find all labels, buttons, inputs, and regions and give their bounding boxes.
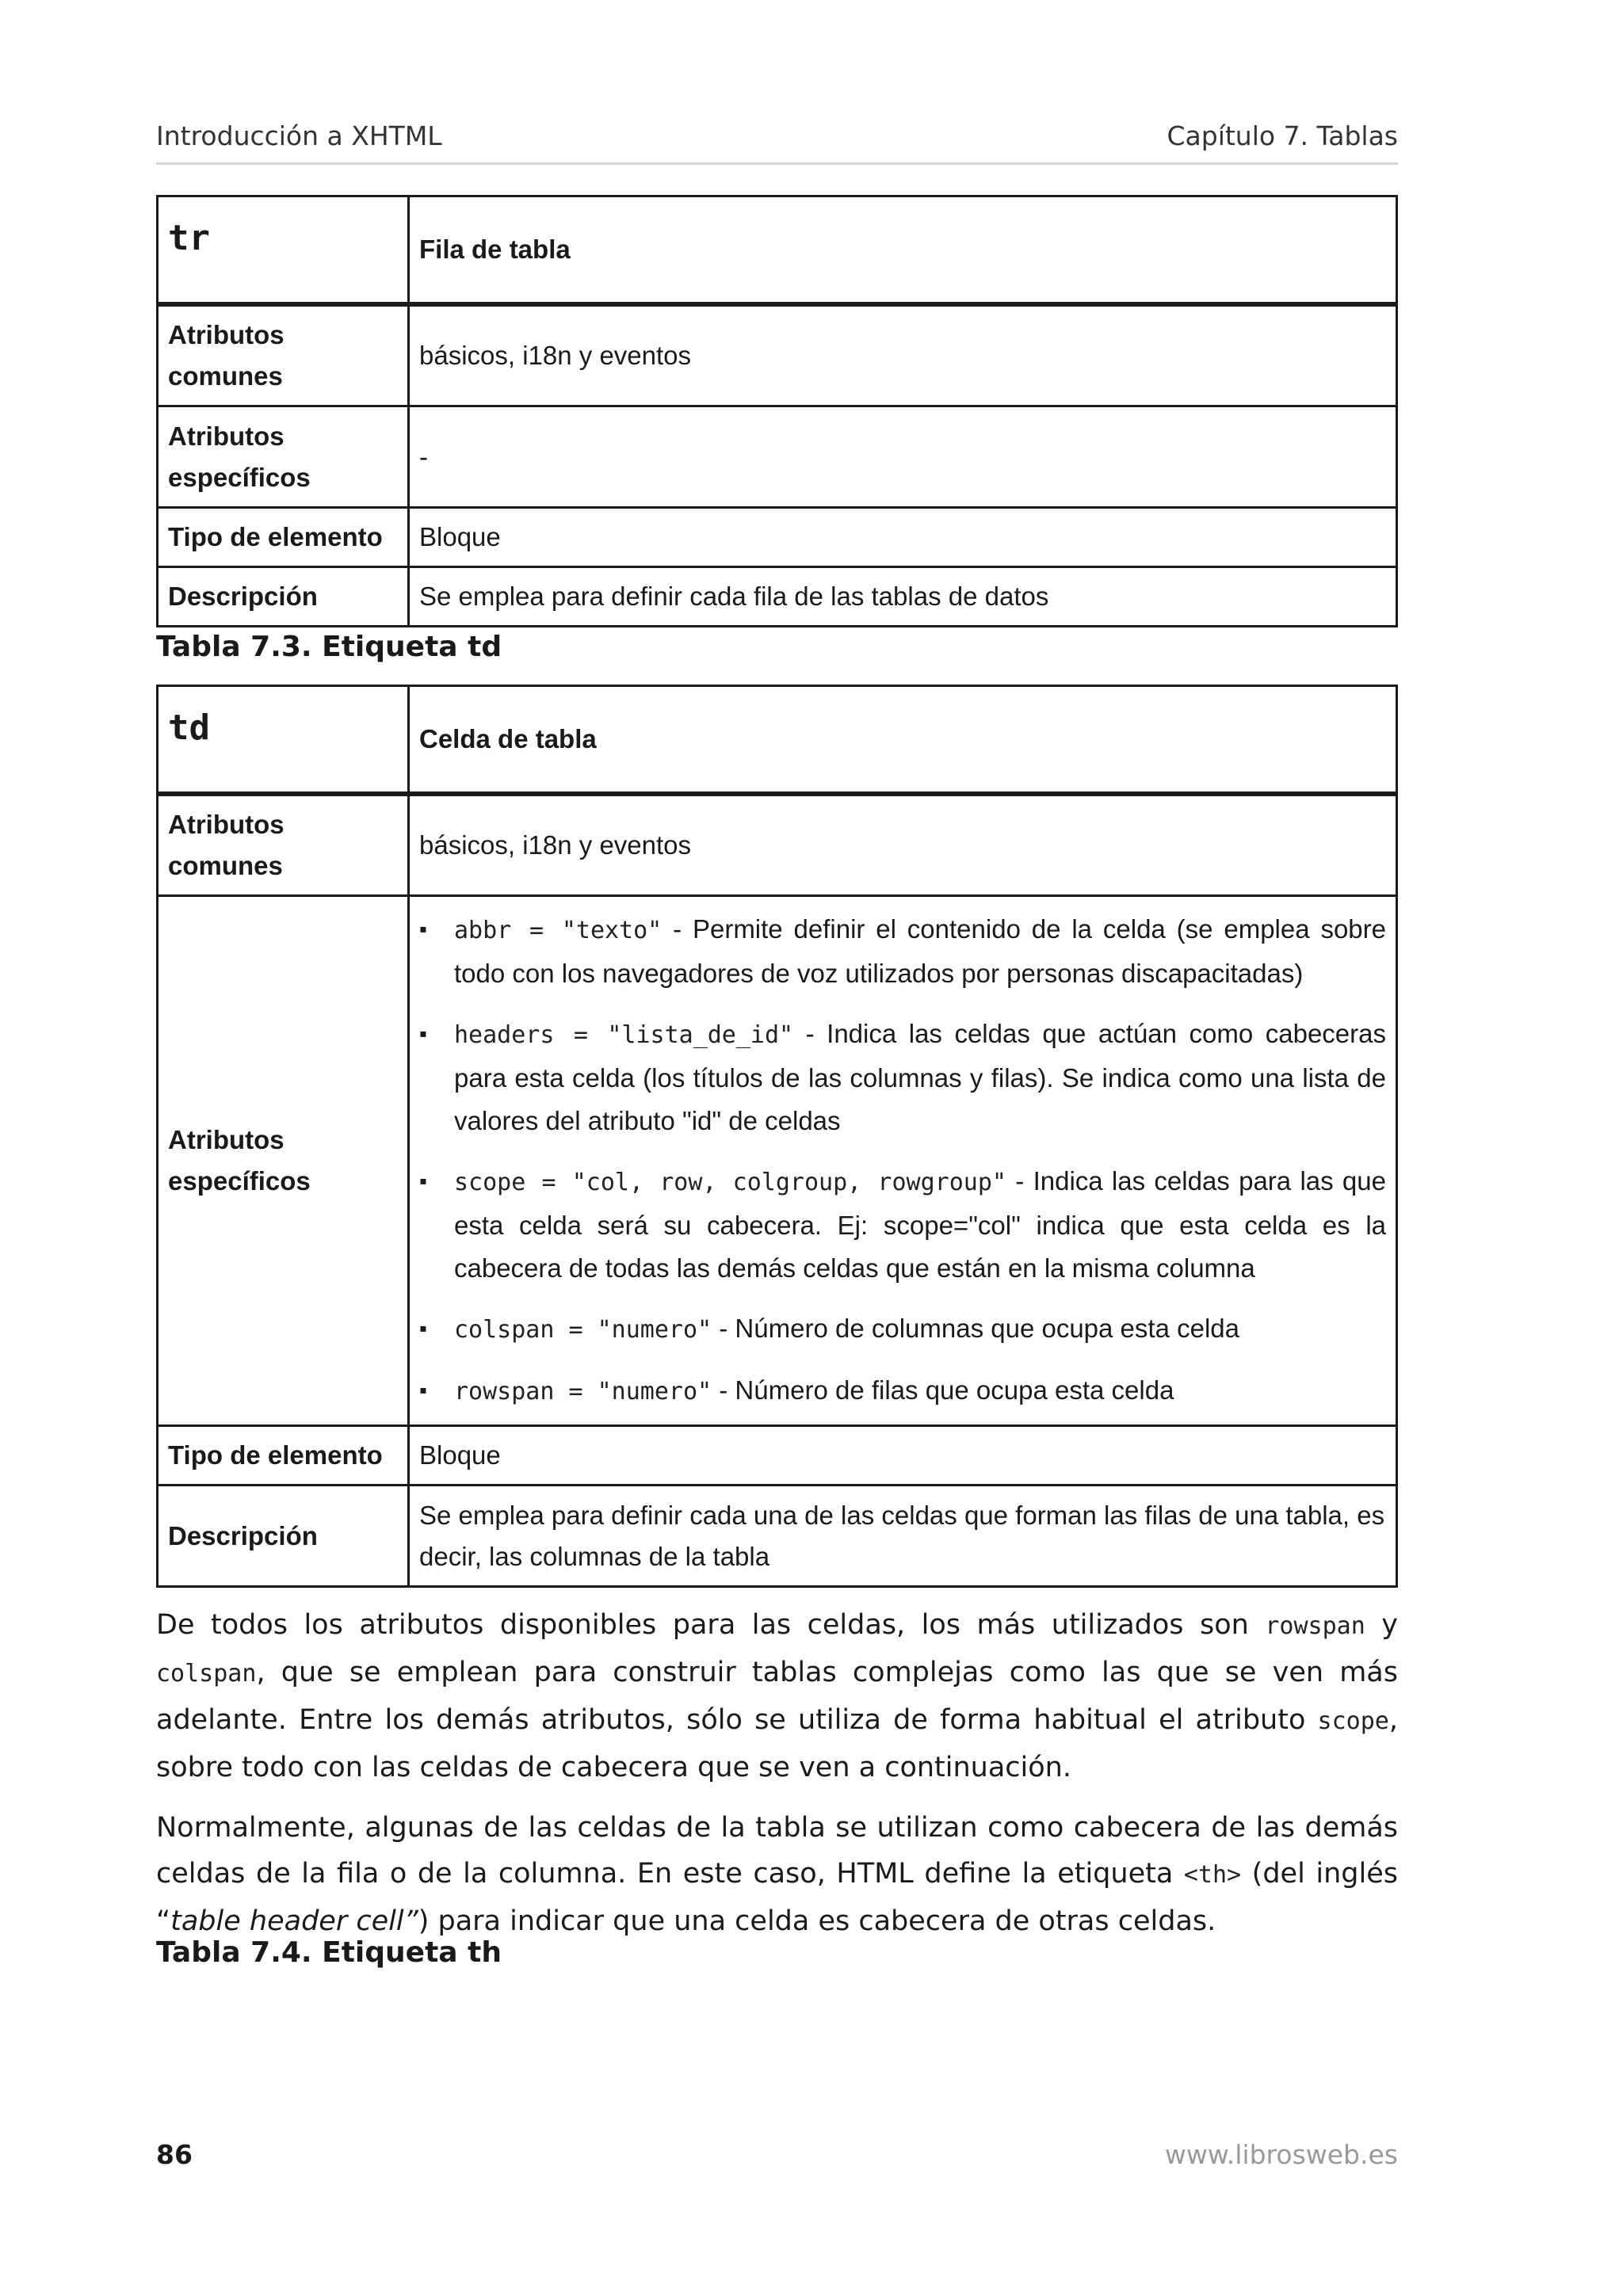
table-caption-td: Tabla 7.3. Etiqueta td — [156, 631, 502, 663]
emphasis: table header cell” — [170, 1905, 418, 1937]
table-row — [158, 794, 1397, 896]
inline-code: rowspan — [1265, 1612, 1365, 1640]
table-row — [158, 1486, 1397, 1587]
row-value: básicos, i18n y eventos — [409, 794, 1397, 896]
row-label: Descripción — [158, 567, 409, 627]
table-row — [158, 567, 1397, 627]
row-label: Tipo de elemento — [158, 508, 409, 567]
body-text — [156, 1602, 1398, 1958]
paragraph — [156, 1602, 1398, 1791]
table-row — [158, 508, 1397, 567]
table-row — [158, 896, 1397, 1426]
attribute-code: rowspan = "numero" — [454, 1378, 712, 1405]
row-value: Se emplea para definir cada fila de las tablas de datos — [409, 567, 1397, 627]
attribute-code: colspan = "numero" — [454, 1316, 712, 1344]
table-td — [156, 685, 1398, 1588]
attribute-code: headers = "lista_de_id" — [454, 1021, 794, 1049]
attribute-text: - Número de columnas que ocupa esta celda — [712, 1314, 1239, 1343]
row-value: Bloque — [409, 1426, 1397, 1486]
attribute-code: scope = "col, row, colgroup, rowgroup" — [454, 1169, 1006, 1196]
row-label: Atributos específicos — [158, 896, 409, 1426]
page-number: 86 — [156, 2139, 193, 2170]
list-item — [419, 1160, 1386, 1290]
row-value: Bloque — [409, 508, 1397, 567]
text-run: ) para indicar que una celda es cabecera de otras celdas. — [418, 1905, 1216, 1937]
text-run: (del inglés “ — [156, 1858, 1399, 1937]
site-url[interactable]: www.librosweb.es — [1164, 2139, 1398, 2170]
row-label: Atributos comunes — [158, 794, 409, 896]
list-item — [419, 1013, 1386, 1142]
text-run: , sobre todo con las celdas de cabecera que se ven a continuación. — [156, 1704, 1398, 1783]
row-value: - — [409, 406, 1397, 508]
header-chapter-title: Capítulo 7. Tablas — [1167, 120, 1398, 151]
tag-title: Fila de tabla — [409, 196, 1397, 305]
row-value: básicos, i18n y eventos — [409, 304, 1397, 406]
tag-name: tr — [158, 196, 409, 305]
text-run: y — [1365, 1609, 1398, 1641]
inline-code: colspan — [156, 1660, 257, 1688]
paragraph — [156, 1805, 1398, 1944]
row-label: Tipo de elemento — [158, 1426, 409, 1486]
page-footer — [156, 2139, 1398, 2170]
row-label: Atributos comunes — [158, 304, 409, 406]
list-item — [419, 908, 1386, 995]
attribute-text: - Indica las celdas que actúan como cabeceras para esta celda (los títulos de las columnas y filas). Se indica como una lista de valores del atributo "id" de celdas — [454, 1019, 1386, 1135]
table-caption-th: Tabla 7.4. Etiqueta th — [156, 1936, 502, 1969]
list-item — [419, 1369, 1386, 1413]
running-header — [156, 120, 1398, 165]
text-run: , que se emplean para construir tablas complejas como las que se ven más adelante. Entre los demás atributos, sólo se utiliza de forma habitual el atributo — [156, 1657, 1398, 1736]
specific-attributes — [409, 896, 1397, 1426]
row-label: Atributos específicos — [158, 406, 409, 508]
inline-code: scope — [1317, 1707, 1389, 1735]
text-run: Normalmente, algunas de las celdas de la tabla se utilizan como cabecera de las demás celdas de la fila o de la columna. En este caso, HTML define la etiqueta — [156, 1812, 1398, 1890]
list-item — [419, 1307, 1386, 1352]
table-tr — [156, 195, 1398, 627]
row-label: Descripción — [158, 1486, 409, 1587]
row-value: Se emplea para definir cada una de las celdas que forman las filas de una tabla, es decir, las columnas de la tabla — [409, 1486, 1397, 1587]
attribute-text: - Número de filas que ocupa esta celda — [712, 1375, 1174, 1405]
inline-code: <th> — [1183, 1861, 1242, 1889]
table-row — [158, 1426, 1397, 1486]
table-row — [158, 406, 1397, 508]
table-row — [158, 304, 1397, 406]
header-book-title: Introducción a XHTML — [156, 120, 442, 151]
attribute-code: abbr = "texto" — [454, 917, 663, 944]
text-run: De todos los atributos disponibles para las celdas, los más utilizados son — [156, 1609, 1266, 1641]
attribute-text: - Indica las celdas para las que esta celda será su cabecera. Ej: scope="col" indica que esta celda es la cabecera de todas las demás celdas que están en la misma columna — [454, 1166, 1386, 1283]
attribute-text: - Permite definir el contenido de la celda (se emplea sobre todo con los navegadores de voz utilizados por personas discapacitadas) — [454, 914, 1386, 988]
attribute-list — [419, 908, 1386, 1413]
tag-title: Celda de tabla — [409, 686, 1397, 795]
tag-name: td — [158, 686, 409, 795]
table-header-row — [158, 196, 1397, 305]
table-header-row — [158, 686, 1397, 795]
